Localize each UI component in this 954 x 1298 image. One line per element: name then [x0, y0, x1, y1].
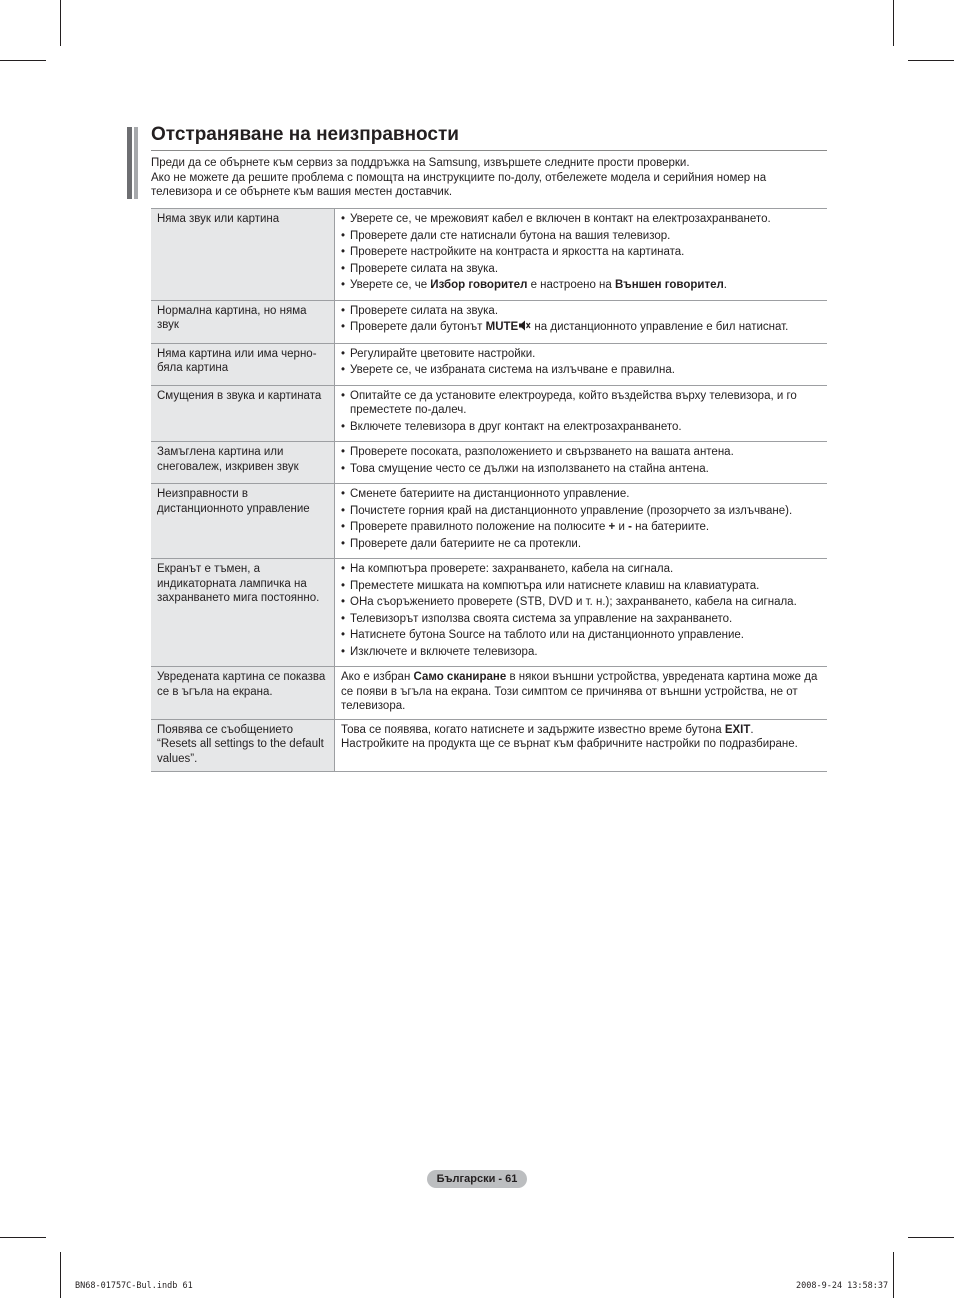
solution-item: • Включете телевизора в друг контакт на електрозахранването.	[341, 420, 821, 435]
solution-item: • Уверете се, че мрежовият кабел е включен в контакт на електрозахранването.	[341, 212, 821, 227]
symptom-cell: Замъглена картина или снеговалеж, изкривен звук	[151, 442, 335, 484]
footer-file-info: BN68-01757C-Bul.indb 61	[75, 1281, 193, 1291]
solution-item: • Проверете настройките на контраста и яркостта на картината.	[341, 245, 821, 260]
symptom-cell: Увредената картина се показва се в ъгъла на екрана.	[151, 667, 335, 720]
page-title: Отстраняване на неизправности	[151, 124, 827, 151]
solution-item: • ОНа съоръжението проверете (STB, DVD и т. н.); захранването, кабела на сигнала.	[341, 595, 821, 610]
solution-text: Ако е избран Само сканиране в някои външни устройства, увредената картина може да се появи в ъгъла на екрана. Този симптом се причинява от външни устройства, не от телевизора.	[341, 671, 818, 712]
solution-text: Настройките на продукта ще се върнат към фабричните настройки по подразбиране.	[341, 738, 798, 750]
solution-item: • Проверете дали батериите не са протекли.	[341, 537, 821, 552]
intro-text	[151, 156, 827, 200]
title-decoration	[127, 127, 141, 199]
table-row	[151, 300, 827, 343]
solution-text: Това се появява, когато натиснете и задържите известно време бутона EXIT.	[341, 723, 754, 736]
speaker-mute-icon	[519, 320, 531, 336]
footer-timestamp: 2008-9-24 13:58:37	[796, 1281, 889, 1291]
table-row	[151, 667, 827, 720]
solution-item: • Почистете горния край на дистанционното управление (прозорчето за излъчване).	[341, 504, 821, 519]
solution-item: • Това смущение често се дължи на използването на стайна антена.	[341, 462, 821, 477]
solution-item: • Преместете мишката на компютъра или натиснете клавиш на клавиатурата.	[341, 579, 821, 594]
solution-cell	[335, 343, 828, 385]
crop-mark	[60, 1252, 61, 1298]
crop-mark	[60, 0, 61, 46]
solution-item: • Уверете се, че Избор говорител е настроено на Външен говорител.	[341, 278, 821, 293]
crop-mark	[908, 60, 954, 61]
solution-item: • Проверете силата на звука.	[341, 304, 821, 319]
solution-cell	[335, 300, 828, 343]
solution-item: • Телевизорът използва своята система за управление на захранването.	[341, 612, 821, 627]
crop-mark	[893, 1252, 894, 1298]
solution-item: • Натиснете бутона Source на таблото или на дистанционното управление.	[341, 628, 821, 643]
table-row	[151, 484, 827, 559]
solution-item: • На компютъра проверете: захранването, кабела на сигнала.	[341, 562, 821, 577]
solution-cell	[335, 484, 828, 559]
solution-item: • Проверете дали бутонът MUTE на дистанционното управление е бил натиснат.	[341, 320, 821, 336]
table-row	[151, 559, 827, 667]
solution-cell	[335, 385, 828, 442]
troubleshooting-table	[151, 208, 827, 772]
solution-item: • Сменете батериите на дистанционното управление.	[341, 487, 821, 502]
crop-mark	[0, 60, 46, 61]
symptom-cell: Няма картина или има черно-бяла картина	[151, 343, 335, 385]
solution-item: • Опитайте се да установите електроуреда, който въздейства върху телевизора, и го преместете по-далеч.	[341, 389, 821, 418]
intro-line: Ако не можете да решите проблема с помощта на инструкциите по-долу, отбележете модела и серийния номер на телевизора и се обърнете към вашия местен доставчик.	[151, 171, 767, 198]
table-row	[151, 343, 827, 385]
solution-item: • Регулирайте цветовите настройки.	[341, 347, 821, 362]
solution-item: • Изключете и включете телевизора.	[341, 645, 821, 660]
solution-item: • Уверете се, че избраната система на излъчване е правилна.	[341, 363, 821, 378]
symptom-cell: Неизправности в дистанционното управление	[151, 484, 335, 559]
solution-item: • Проверете дали сте натиснали бутона на вашия телевизор.	[341, 229, 821, 244]
solution-cell	[335, 442, 828, 484]
symptom-cell: Няма звук или картина	[151, 209, 335, 301]
symptom-cell: Смущения в звука и картината	[151, 385, 335, 442]
table-row	[151, 442, 827, 484]
solution-cell	[335, 209, 828, 301]
page-number-badge: Български - 61	[427, 1170, 527, 1188]
symptom-cell: Нормална картина, но няма звук	[151, 300, 335, 343]
solution-cell	[335, 719, 828, 772]
solution-item: • Проверете правилното положение на полюсите + и - на батериите.	[341, 520, 821, 535]
table-row	[151, 719, 827, 772]
table-row	[151, 385, 827, 442]
crop-mark	[908, 1237, 954, 1238]
solution-cell	[335, 559, 828, 667]
crop-mark	[893, 0, 894, 46]
table-row	[151, 209, 827, 301]
intro-line: Преди да се обърнете към сервиз за поддръжка на Samsung, извършете следните прости проверки.	[151, 157, 690, 169]
solution-item: • Проверете силата на звука.	[341, 262, 821, 277]
symptom-cell: Появява се съобщението “Resets all settings to the default values”.	[151, 719, 335, 772]
solution-cell	[335, 667, 828, 720]
symptom-cell: Екранът е тъмен, а индикаторната лампичка на захранването мига постоянно.	[151, 559, 335, 667]
solution-item: • Проверете посоката, разположението и свързването на вашата антена.	[341, 445, 821, 460]
crop-mark	[0, 1237, 46, 1238]
